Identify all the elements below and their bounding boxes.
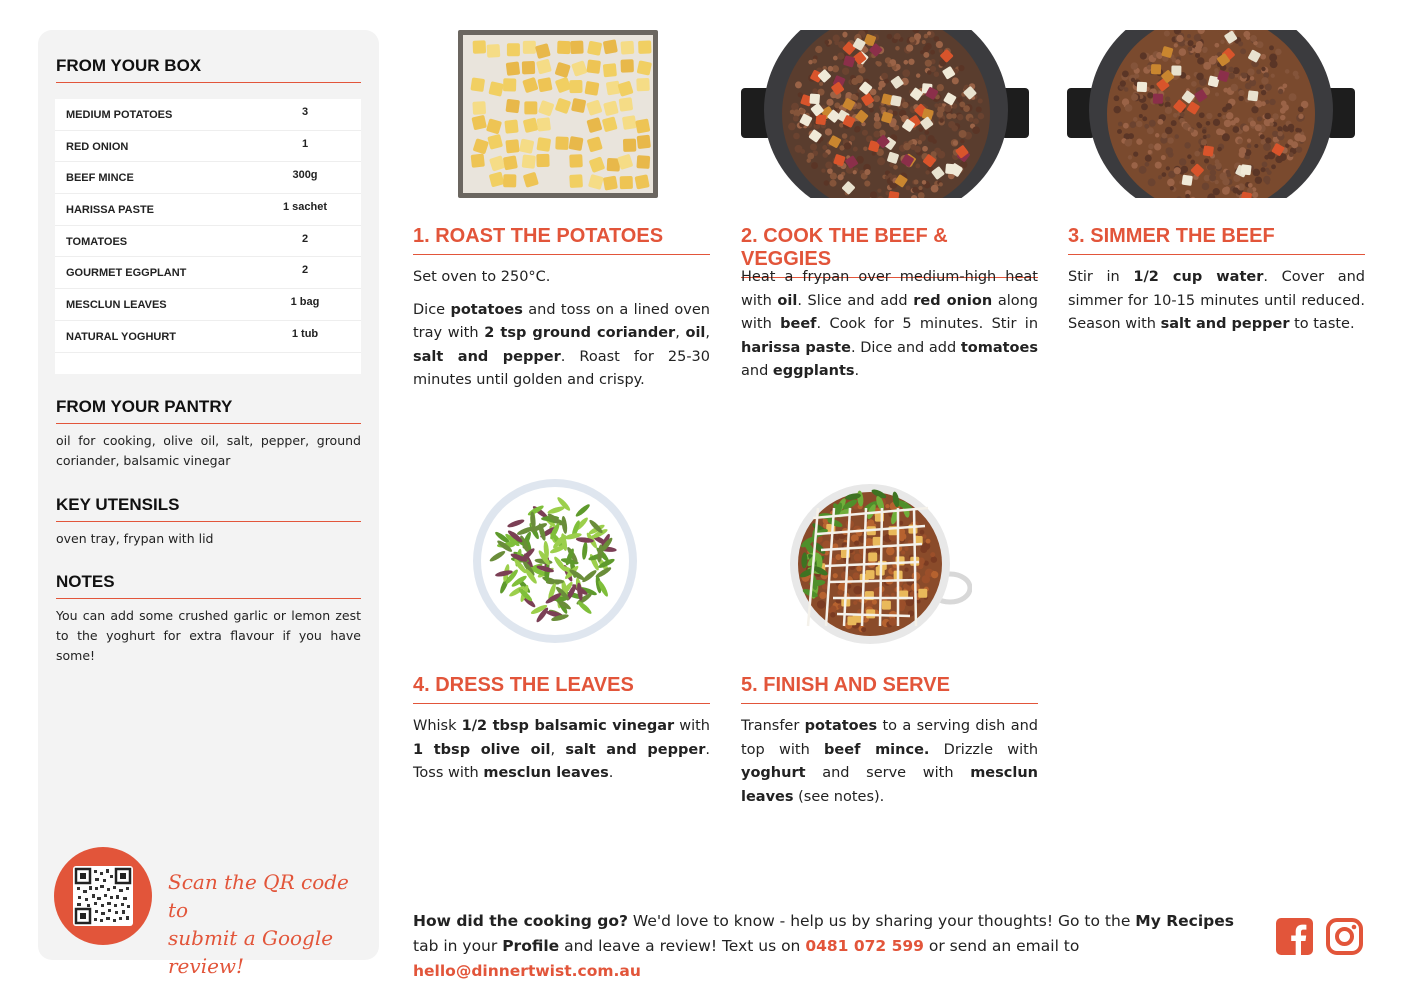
step-paragraph: Dice potatoes and toss on a lined oven tray with 2 tsp ground coriander, oil, salt and pepper. Roast for 25-30 minutes until golden and crispy. <box>413 301 710 388</box>
ingredient-row <box>55 194 361 226</box>
finished-dish-photo <box>778 478 972 644</box>
my-recipes-link[interactable]: My Recipes <box>1135 912 1234 930</box>
qr-code-icon <box>73 866 133 926</box>
ingredient-name: RED ONION <box>66 140 129 153</box>
box-heading: FROM YOUR BOX <box>56 56 361 83</box>
notes-text: You can add some crushed garlic or lemon zest to the yoghurt for extra flavour if you have some! <box>56 608 361 663</box>
utensils-heading: KEY UTENSILS <box>56 495 361 522</box>
ingredient-row <box>55 99 361 131</box>
ingredient-row <box>55 226 361 258</box>
ingredient-qty: 2 <box>301 264 309 277</box>
ingredient-row <box>55 289 361 321</box>
qr-call-to-action <box>168 868 368 980</box>
step-paragraph: Set oven to 250°C. <box>413 269 551 285</box>
step-paragraph: Transfer potatoes to a serving dish and top with beef mince. Drizzle with yoghurt and serve with mesclun leaves (see notes). <box>741 718 1039 805</box>
ingredient-qty: 1 sachet <box>282 201 328 214</box>
ingredient-row <box>55 257 361 289</box>
qr-text-line2: submit a Google review! <box>168 926 334 978</box>
step-paragraph: Stir in 1/2 cup water. Cover and simmer for 10-15 minutes until reduced. Season with salt and pepper to taste. <box>1068 269 1365 332</box>
ingredient-name: GOURMET EGGPLANT <box>66 267 187 280</box>
ingredient-qty: 2 <box>301 232 309 245</box>
salad-leaves-photo <box>472 478 638 644</box>
step3-title: 3. SIMMER THE BEEF <box>1068 225 1365 255</box>
step5-title: 5. FINISH AND SERVE <box>741 674 1038 704</box>
footer-text1: We'd love to know - help us by sharing your thoughts! Go to the <box>627 912 1136 930</box>
qr-code[interactable] <box>73 866 133 926</box>
ingredient-name: HARISSA PASTE <box>66 204 155 217</box>
step3-body <box>1068 266 1365 346</box>
beef-veggies-photo <box>741 30 1029 198</box>
ingredient-qty: 1 tub <box>291 327 319 340</box>
feedback-footer <box>413 909 1263 984</box>
ingredient-qty: 3 <box>301 106 309 118</box>
ingredient-qty: 1 <box>301 137 309 150</box>
instagram-icon[interactable] <box>1326 918 1363 955</box>
step-paragraph: Heat a frypan over medium-high heat with oil. Slice and add red onion along with beef. Cook for 5 minutes. Stir in harissa paste. Dice and add tomatoes and eggplants. <box>741 269 1039 379</box>
simmered-beef-photo <box>1067 30 1355 198</box>
footer-text3: and leave a review! Text us on <box>559 937 806 955</box>
ingredient-row <box>55 131 361 163</box>
ingredient-qty: 300g <box>292 169 318 182</box>
qr-code-badge[interactable] <box>54 847 152 945</box>
notes-heading: NOTES <box>56 572 361 599</box>
ingredient-name: BEEF MINCE <box>66 172 134 185</box>
footer-text2: tab in your <box>413 937 503 955</box>
step2-title: 2. COOK THE BEEF & VEGGIES <box>741 225 1038 278</box>
ingredient-qty: 1 bag <box>290 296 320 309</box>
roasted-potatoes-photo <box>458 30 658 198</box>
pantry-heading: FROM YOUR PANTRY <box>56 397 361 424</box>
ingredients-table <box>55 99 361 374</box>
qr-text-line1: Scan the QR code to <box>168 870 349 922</box>
ingredient-row <box>55 162 361 194</box>
step1-title: 1. ROAST THE POTATOES <box>413 225 710 255</box>
profile-link[interactable]: Profile <box>502 937 560 955</box>
email-link[interactable]: hello@dinnertwist.com.au <box>413 962 641 980</box>
step4-title: 4. DRESS THE LEAVES <box>413 674 710 704</box>
footer-text4: or send an email to <box>923 937 1080 955</box>
ingredient-name: MESCLUN LEAVES <box>66 299 167 312</box>
ingredient-name: NATURAL YOGHURT <box>66 330 176 343</box>
step2-body <box>741 266 1038 393</box>
ingredient-row <box>55 321 361 353</box>
ingredient-name: MEDIUM POTATOES <box>66 109 173 121</box>
utensils-text: oven tray, frypan with lid <box>56 531 214 546</box>
step-paragraph: Whisk 1/2 tbsp balsamic vinegar with 1 tbsp olive oil, salt and pepper. Toss with mesclun leaves. <box>413 718 711 781</box>
footer-lead: How did the cooking go? <box>413 912 628 930</box>
step5-body <box>741 715 1038 818</box>
step4-body <box>413 715 710 795</box>
pantry-text: oil for cooking, olive oil, salt, pepper, ground coriander, balsamic vinegar <box>56 433 361 468</box>
step1-body <box>413 266 710 402</box>
facebook-icon[interactable] <box>1276 918 1313 955</box>
phone-link[interactable]: 0481 072 599 <box>805 937 924 955</box>
ingredient-name: TOMATOES <box>66 235 128 248</box>
ingredients-sidebar <box>38 30 379 978</box>
